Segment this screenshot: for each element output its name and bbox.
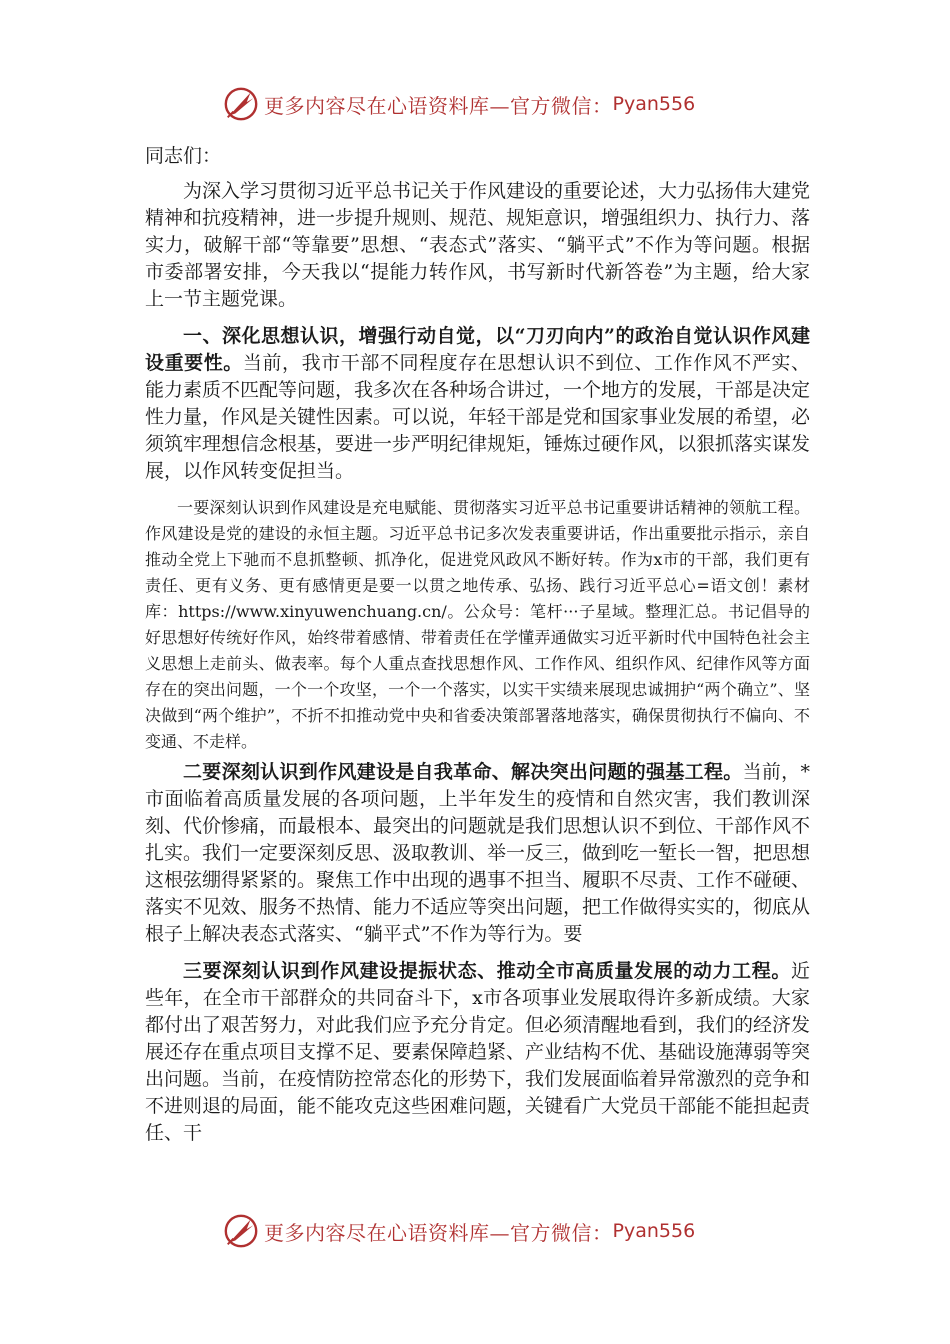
point-3-heading: 三要深刻认识到作风建设提振状态、推动全市高质量发展的动力工程。 [183,960,791,982]
section-1-heading: 一、深化思想认识，增强行动自觉，以“刀刃向内”的政治自觉认识作风建设重要性。 [145,325,810,374]
watermark-banner-bottom [222,1211,742,1251]
point-2-heading: 二要深刻认识到作风建设是自我革命、解决突出问题的强基工程。 [183,761,743,783]
greeting: 同志们： [145,145,222,167]
watermark-banner-top [222,84,742,124]
point-1-paragraph: 一要深刻认识到作风建设是充电赋能、贯彻落实习近平总书记重要讲话精神的领航工程。作风建设是党的建设的永恒主题。习近平总书记多次发表重要讲话，作出重要批示指示，亲自推动全党上下驰而不息抓整顿、抓净化，促进党风政风不断好转。作为x市的干部，我们更有责任、更有义务、更有感情更是要一以贯之地传承、弘扬、践行习近平总心=语文创！素材库：https://www.xinyuwenchuang.cn/。公众号：笔杆···子星域。整理汇总。书记倡导的好思想好传统好作风，始终带着感情、带着责任在学懂弄通做实习近平新时代中国特色社会主义思想上走前头、做表率。每个人重点查找思想作风、工作作风、组织作风、纪律作风等方面存在的突出问题，一个一个攻坚，一个一个落实，以实干实绩来展现忠诚拥护“两个确立”、坚决做到“两个维护”，不折不扣推动党中央和省委决策部署落地落实，确保贯彻执行不偏向、不变通、不走样。 [145,498,810,751]
point-2-paragraph [145,759,810,948]
watermark-text: 更多内容尽在心语资料库—官方微信： [264,93,613,118]
point-3-paragraph [145,958,810,1147]
quill-logo-icon [222,85,260,123]
point-3-body: 近些年，在全市干部群众的共同奋斗下，x市各项事业发展取得许多新成绩。大家都付出了艰苦努力，对此我们应予充分肯定。但必须清醒地看到，我们的经济发展还存在重点项目支撑不足、要素保障趋紧、产业结构不优、基础设施薄弱等突出问题。当前，在疫情防控常态化的形势下，我们发展面临着异常激烈的竞争和不进则退的局面，能不能攻克这些困难问题，关键看广大党员干部能不能担起责任、干 [145,960,811,1144]
section-1-body: 当前，我市干部不同程度存在思想认识不到位、工作作风不严实、能力素质不匹配等问题，我多次在各种场合讲过，一个地方的发展，干部是决定性力量，作风是关键性因素。可以说，年轻干部是党和国家事业发展的希望，必须筑牢理想信念根基，要进一步严明纪律规矩，锤炼过硬作风，以狠抓落实谋发展，以作风转变促担当。 [145,352,811,482]
watermark-text: 更多内容尽在心语资料库—官方微信： [264,1220,613,1245]
document-body [145,143,810,1157]
quill-logo-icon [222,1212,260,1250]
intro-paragraph: 为深入学习贯彻习近平总书记关于作风建设的重要论述，大力弘扬伟大建党精神和抗疫精神，进一步提升规则、规范、规矩意识，增强组织力、执行力、落实力，破解干部“等靠要”思想、“表态式”落实、“躺平式”不作为等问题。根据市委部署安排，今天我以“提能力转作风，书写新时代新答卷”为主题，给大家上一节主题党课。 [145,180,811,310]
section-1-paragraph [145,323,810,485]
point-2-body: 当前，*市面临着高质量发展的各项问题，上半年发生的疫情和自然灾害，我们教训深刻、代价惨痛，而最根本、最突出的问题就是我们思想认识不到位、干部作风不扎实。我们一定要深刻反思、汲取教训、举一反三，做到吃一堑长一智，把思想这根弦绷得紧紧的。聚焦工作中出现的遇事不担当、履职不尽责、工作不碰硬、落实不见效、服务不热情、能力不适应等突出问题，把工作做得实实的，彻底从根子上解决表态式落实、“躺平式”不作为等行为。要 [145,761,811,945]
watermark-wechat-id: Pyan556 [612,1220,696,1242]
watermark-wechat-id: Pyan556 [612,93,696,115]
